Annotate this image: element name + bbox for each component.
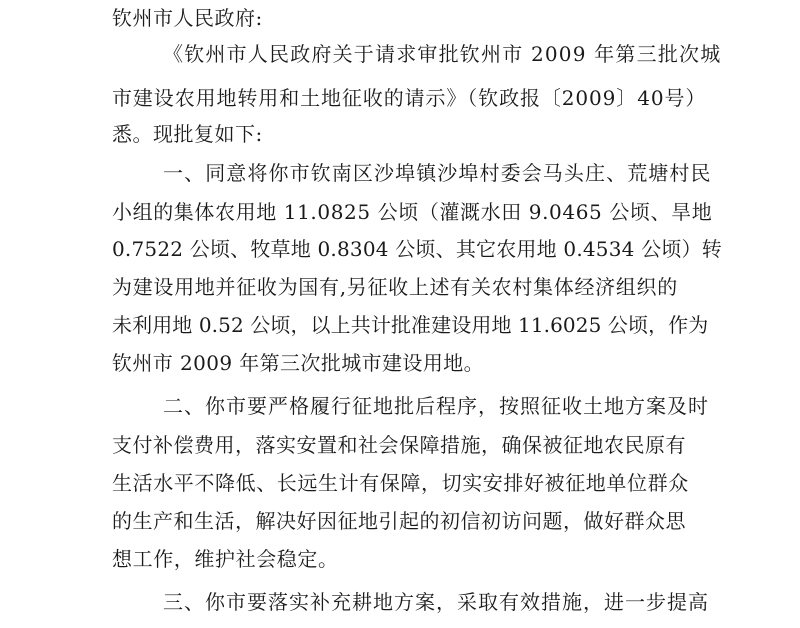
item-one-line-1: 一、同意将你市钦南区沙埠镇沙埠村委会马头庄、荒塘村民 [163,161,712,185]
paragraph-intro-line-2: 市建设农用地转用和土地征收的请示》（钦政报〔2009〕40号） [112,86,707,110]
item-one-line-3: 0.7522 公顷、牧草地 0.8304 公顷、其它农用地 0.4534 公顷）转 [112,237,722,261]
paragraph-intro-line-3: 悉。现批复如下: [112,122,263,146]
paragraph-intro-line-1: 《钦州市人民政府关于请求审批钦州市 2009 年第三批次城 [163,42,722,66]
item-one-line-5: 未利用地 0.52 公顷，以上共计批准建设用地 11.6025 公顷，作为 [112,313,709,337]
item-two-line-2: 支付补偿费用，落实安置和社会保障措施，确保被征地农民原有 [112,433,686,457]
item-two-line-4: 的生产和生活，解决好因征地引起的初信初访问题，做好群众思 [112,509,686,533]
addressee-line: 钦州市人民政府: [112,6,263,30]
item-two-line-1: 二、你市要严格履行征地批后程序，按照征收土地方案及时 [163,394,709,418]
item-one-line-6: 钦州市 2009 年第三次批城市建设用地。 [112,351,485,375]
item-three-line-1: 三、你市要落实补充耕地方案，采取有效措施，进一步提高 [163,590,709,614]
item-one-line-2: 小组的集体农用地 11.0825 公顷（灌溉水田 9.0465 公顷、旱地 [112,200,713,224]
item-two-line-5: 想工作，维护社会稳定。 [112,547,339,571]
item-two-line-3: 生活水平不降低、长远生计有保障，切实安排好被征地单位群众 [112,471,689,495]
item-one-line-4: 为建设用地并征收为国有,另征收上述有关农村集体经济组织的 [112,275,678,299]
